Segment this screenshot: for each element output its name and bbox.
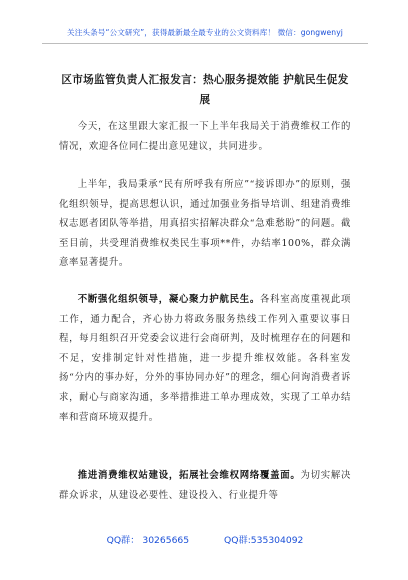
footer-contact xyxy=(40,532,370,546)
document-title: 区市场监管负责人汇报发言：热心服务提效能 护航民生促发展 xyxy=(61,74,349,106)
footer-qq-group-1: QQ群： 30265665 xyxy=(106,535,190,546)
paragraph-lead: 不断强化组织领导，凝心聚力护航民生。 xyxy=(77,294,261,305)
paragraph-text: 今天，在这里跟大家汇报一下上半年我局关于消费维权工作的情况，欢迎各位同仁提出意见建议，共同进步。 xyxy=(59,121,351,152)
footer-qq-group-2: QQ群:535304092 xyxy=(224,535,304,546)
header-banner: 关注头条号“公文研究”，获得最新最全最专业的公文资料库！ 微信：gongwenyj xyxy=(67,28,343,37)
paragraph-intro xyxy=(59,117,351,156)
paragraph-text: 上半年，我局秉承“民有所呼我有所应”“接诉即办”的原则，强化组织领导，提高思想认识，通过加强业务指导培训、组建消费维权志愿者团队等举措，用真招实招解决群众“急难愁盼”的问题。截至目前，共受理消费维权类民生事项**件，办结率100%，群众满意率显著提升。 xyxy=(59,179,351,269)
paragraph-summary xyxy=(59,175,351,273)
paragraph-stations xyxy=(59,466,351,505)
paragraph-text: 各科室高度重视此项工作，通力配合，齐心协力将政务服务热线工作列入重要议事日程，每月组织召开党委会议进行会商研判，及时梳理存在的问题和不足，安排制定针对性措施，进一步提升维权效能。各科室发扬“分内的事办好，分外的事协同办好”的理念，细心问询消费者诉求，耐心与商家沟通，多举措推进工单办理成效，实现了工单办结率和营商环境双提升。 xyxy=(59,294,351,423)
paragraph-organization xyxy=(59,290,351,427)
paragraph-lead: 推进消费维权站建设，拓展社会维权网络覆盖面。 xyxy=(77,470,301,481)
header-divider xyxy=(42,43,368,44)
paragraph-text: 为切实解决群众诉求，从建设必要性、建设投入、行业提升等 xyxy=(59,470,351,501)
